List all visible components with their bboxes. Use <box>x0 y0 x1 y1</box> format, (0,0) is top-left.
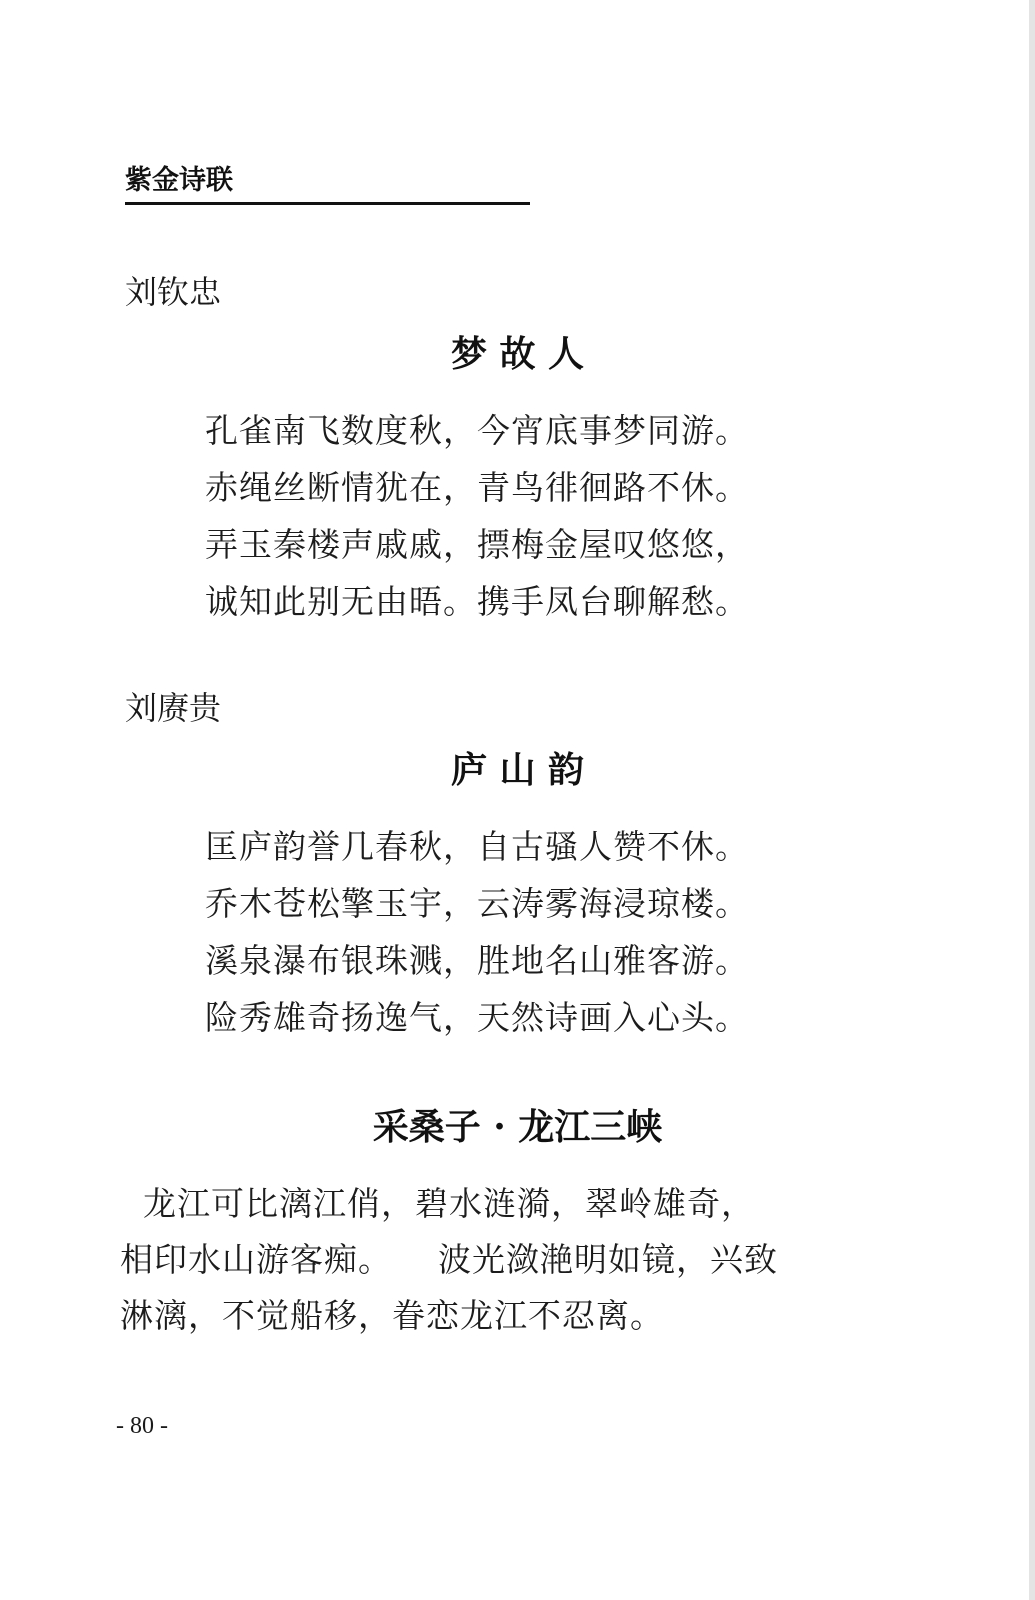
poem-line: 险秀雄奇扬逸气，天然诗画入心头。 <box>205 998 749 1037</box>
poem-line: 溪泉瀑布银珠溅，胜地名山雅客游。 <box>205 941 749 980</box>
ci-line: 龙江可比漓江俏，碧水涟漪，翠岭雄奇， <box>120 1184 755 1223</box>
page-edge <box>1029 0 1035 1600</box>
poem-line: 乔木苍松擎玉宇，云涛雾海浸琼楼。 <box>205 884 749 923</box>
poem-title: 梦 故 人 <box>450 333 585 375</box>
running-header <box>125 163 530 199</box>
poem-line: 孔雀南飞数度秋，今宵底事梦同游。 <box>205 411 749 450</box>
poem-body <box>205 402 845 630</box>
poem-title: 采桑子 · 龙江三峡 <box>372 1106 663 1148</box>
book-title: 紫金诗联 <box>125 165 233 196</box>
poem-line: 诚知此别无由晤。携手凤台聊解愁。 <box>205 582 749 621</box>
header-rule <box>125 202 530 205</box>
page-number: - 80 - <box>116 1413 168 1439</box>
poem-author: 刘赓贵 <box>125 689 222 727</box>
poem-line: 赤绳丝断情犹在，青鸟徘徊路不休。 <box>205 468 749 507</box>
poem-title: 庐 山 韵 <box>450 749 585 791</box>
ci-body <box>120 1176 920 1344</box>
poem-line: 匡庐韵誉几春秋，自古骚人赞不休。 <box>205 827 749 866</box>
ci-line: 淋漓，不觉船移，眷恋龙江不忍离。 <box>120 1296 664 1335</box>
poem-line: 弄玉秦楼声戚戚，摽梅金屋叹悠悠， <box>205 525 749 564</box>
poem-body <box>205 818 845 1046</box>
poem-author: 刘钦忠 <box>125 273 222 311</box>
ci-line: 相印水山游客痴。 波光潋滟明如镜，兴致 <box>120 1240 778 1279</box>
